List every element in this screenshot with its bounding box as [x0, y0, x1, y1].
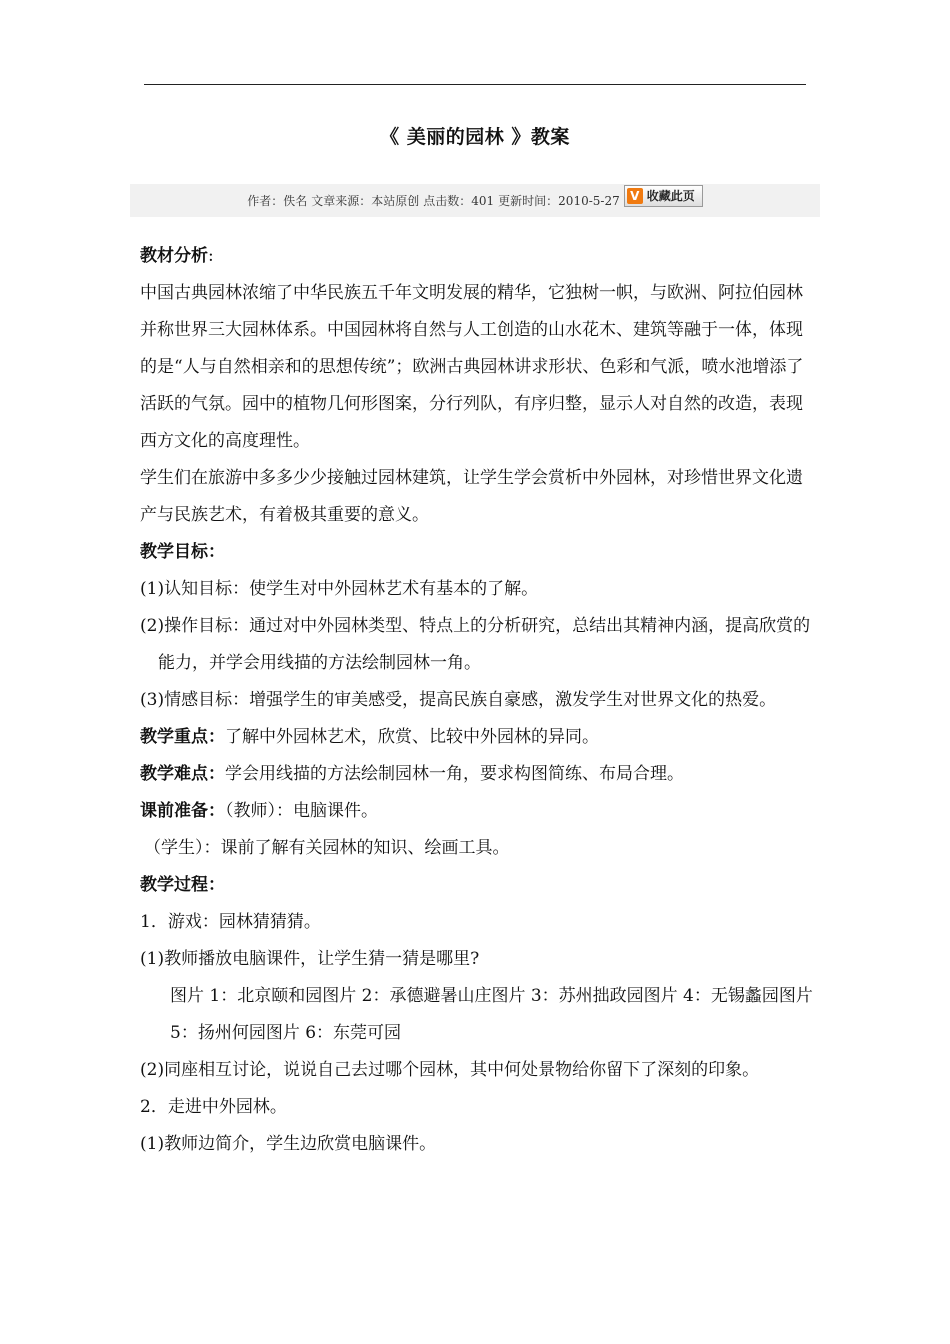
meta-source: 文章来源：本站原创 [311, 194, 420, 208]
goal-cognitive: (1)认知目标：使学生对中外园林艺术有基本的了解。 [140, 579, 539, 599]
key-point-text: 了解中外园林艺术，欣赏、比较中外园林的异同。 [225, 727, 599, 747]
prep-label: 课前准备： [140, 801, 225, 821]
difficulty-text: 学会用线描的方法绘制园林一角，要求构图简练、布局合理。 [225, 764, 684, 784]
prep-teacher: （教师）：电脑课件。 [225, 801, 378, 821]
step-1-pictures: 图片 1：北京颐和园图片 2：承德避暑山庄图片 3：苏州拙政园图片 4：无锡蠡园图片 5：扬州何园图片 6：东莞可园 [170, 986, 813, 1043]
key-point-line [140, 719, 816, 756]
page-title: 《 美丽的园林 》教案 [380, 126, 570, 148]
goal-operational: (2)操作目标：通过对中外园林类型、特点上的分析研究，总结出其精神内涵，提高欣赏的能力，并学会用线描的方法绘制园林一角。 [140, 616, 811, 673]
analysis-colon: : [208, 246, 214, 266]
meta-clicks: 点击数：401 [423, 194, 495, 208]
difficulty-line [140, 756, 816, 793]
favorite-label: 收藏此页 [646, 189, 695, 203]
process-heading: 教学过程： [140, 875, 225, 895]
goal-emotional: (3)情感目标：增强学生的审美感受，提高民族自豪感，激发学生对世界文化的热爱。 [140, 690, 777, 710]
step-1-b: (2)同座相互讨论，说说自己去过哪个园林，其中何处景物给你留下了深刻的印象。 [140, 1060, 760, 1080]
step-2: 2．走进中外园林。 [140, 1097, 287, 1117]
favorite-icon: V [627, 188, 643, 204]
analysis-paragraph-1: 中国古典园林浓缩了中华民族五千年文明发展的精华，它独树一帜，与欧洲、阿拉伯园林并称世界三大园林体系。中国园林将自然与人工创造的山水花木、建筑等融于一体，体现的是“人与自然相亲和的思想传统”；欧洲古典园林讲求形状、色彩和气派，喷水池增添了活跃的气氛。园中的植物几何形图案，分行列队，有序归整，显示人对自然的改造，表现西方文化的高度理性。 [140, 283, 804, 451]
step-2-a: (1)教师边简介，学生边欣赏电脑课件。 [140, 1134, 437, 1154]
article-meta-bar [130, 184, 820, 217]
lesson-body [140, 238, 816, 1163]
analysis-paragraph-2: 学生们在旅游中多多少少接触过园林建筑，让学生学会赏析中外园林，对珍惜世界文化遗产与民族艺术，有着极其重要的意义。 [140, 468, 803, 525]
difficulty-label: 教学难点： [140, 764, 225, 784]
meta-updated: 更新时间：2010-5-27 [498, 194, 620, 208]
analysis-heading-line [140, 238, 816, 275]
top-rule [144, 84, 806, 85]
key-point-label: 教学重点： [140, 727, 225, 747]
prep-student: （学生）：课前了解有关园林的知识、绘画工具。 [144, 838, 510, 858]
meta-author: 作者：佚名 [247, 194, 308, 208]
favorite-button[interactable] [624, 185, 703, 207]
goals-heading: 教学目标： [140, 542, 225, 562]
step-1: 1．游戏：园林猜猜猜。 [140, 912, 321, 932]
analysis-heading: 教材分析 [140, 246, 208, 266]
prep-line [140, 793, 816, 830]
step-1-a: (1)教师播放电脑课件，让学生猜一猜是哪里? [140, 949, 480, 969]
